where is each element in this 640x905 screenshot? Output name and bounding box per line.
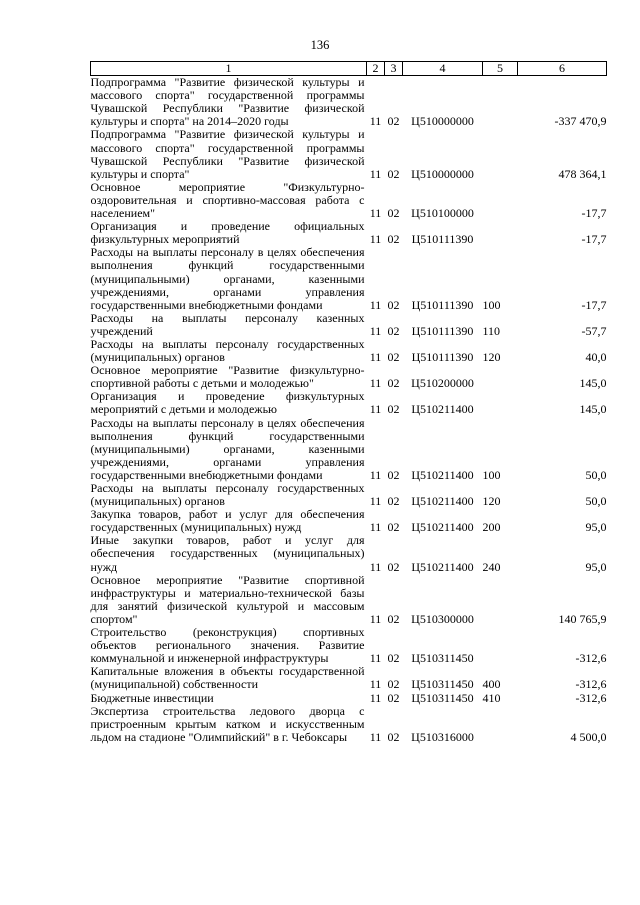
table-row	[91, 534, 607, 573]
row-name: Капитальные вложения в объекты государственной (муниципальной) собственности	[90, 664, 365, 692]
row-name: Закупка товаров, работ и услуг для обеспечения государственных (муниципальных) нужд	[90, 507, 365, 535]
row-section: 11	[369, 677, 382, 692]
row-section: 11	[369, 729, 382, 744]
row-subsection: 02	[387, 559, 400, 574]
row-amount: -57,7	[581, 323, 607, 338]
row-section: 11	[369, 651, 382, 666]
row-expense-type: 110	[482, 323, 501, 338]
row-target-article: Ц510300000	[411, 611, 474, 626]
row-target-article: Ц510111390	[411, 297, 474, 312]
header-cell: 3	[385, 62, 403, 76]
row-target-article: Ц510111390	[411, 350, 474, 365]
header-cell: 1	[91, 62, 367, 76]
table-row	[91, 417, 607, 482]
row-expense-type: 240	[482, 559, 501, 574]
row-subsection: 02	[387, 114, 400, 129]
row-section: 11	[369, 690, 382, 705]
row-target-article: Ц510200000	[411, 376, 474, 391]
row-amount: 50,0	[585, 494, 607, 509]
row-amount: -17,7	[581, 206, 607, 221]
row-target-article: Ц510316000	[411, 729, 474, 744]
row-subsection: 02	[387, 494, 400, 509]
row-subsection: 02	[387, 350, 400, 365]
row-subsection: 02	[387, 297, 400, 312]
table-row	[91, 246, 607, 311]
row-target-article: Ц510000000	[411, 166, 474, 181]
row-subsection: 02	[387, 729, 400, 744]
row-name: Расходы на выплаты персоналу государственных (муниципальных) органов	[90, 481, 365, 509]
row-amount: -17,7	[581, 297, 607, 312]
table-row	[91, 482, 607, 508]
row-target-article: Ц510211400	[411, 467, 474, 482]
row-target-article: Ц510311450	[411, 677, 474, 692]
row-section: 11	[369, 376, 382, 391]
row-expense-type	[483, 574, 518, 626]
table-row	[91, 338, 607, 364]
row-expense-type	[483, 390, 518, 416]
row-section: 11	[369, 402, 382, 417]
row-section: 11	[369, 494, 382, 509]
row-amount: 478 364,1	[558, 166, 607, 181]
row-expense-type: 400	[482, 677, 501, 692]
row-section: 11	[369, 323, 382, 338]
row-name: Расходы на выплаты персоналу в целях обеспечения выполнения функций государственными (муниципальными) органами, казенными учреждениями, органами управления государственными внебюджетными фондами	[90, 245, 365, 312]
row-expense-type	[483, 220, 518, 246]
row-target-article: Ц510211400	[411, 494, 474, 509]
row-target-article: Ц510000000	[411, 114, 474, 129]
row-subsection: 02	[387, 376, 400, 391]
row-expense-type	[483, 364, 518, 390]
row-name: Организация и проведение физкультурных мероприятий с детьми и молодежью	[90, 389, 365, 417]
row-amount: 50,0	[585, 467, 607, 482]
row-expense-type	[483, 705, 518, 744]
row-section: 11	[369, 467, 382, 482]
table-row	[91, 574, 607, 626]
row-amount: 145,0	[579, 402, 607, 417]
table-row	[91, 181, 607, 220]
row-name: Расходы на выплаты персоналу казенных учреждений	[90, 310, 365, 338]
row-section: 11	[369, 559, 382, 574]
table-row	[91, 220, 607, 246]
row-expense-type	[483, 626, 518, 665]
row-name: Основное мероприятие "Развитие физкультурно-спортивной работы с детьми и молодежью"	[90, 363, 365, 391]
row-target-article: Ц510311450	[411, 651, 474, 666]
row-expense-type	[483, 128, 518, 180]
row-subsection: 02	[387, 677, 400, 692]
table-row	[91, 665, 607, 691]
row-amount: 140 765,9	[558, 611, 607, 626]
row-expense-type: 100	[482, 467, 501, 482]
row-name: Основное мероприятие "Развитие спортивной инфраструктуры и материально-технической базы для занятий физической культурой и массовым спортом"	[90, 572, 365, 626]
table-row	[91, 128, 607, 180]
row-amount: -312,6	[575, 651, 607, 666]
row-expense-type: 410	[482, 690, 501, 705]
row-name: Бюджетные инвестиции	[90, 690, 214, 705]
table-row	[91, 508, 607, 534]
row-section: 11	[369, 611, 382, 626]
row-target-article: Ц510111390	[411, 323, 474, 338]
row-target-article: Ц510111390	[411, 232, 474, 247]
row-target-article: Ц510311450	[411, 690, 474, 705]
row-subsection: 02	[387, 402, 400, 417]
row-target-article: Ц510211400	[411, 559, 474, 574]
row-amount: -17,7	[581, 232, 607, 247]
row-expense-type: 120	[482, 494, 501, 509]
row-subsection: 02	[387, 651, 400, 666]
table-row	[91, 76, 607, 129]
row-expense-type	[483, 76, 518, 129]
row-amount: -337 470,9	[554, 114, 607, 129]
row-name: Иные закупки товаров, работ и услуг для обеспечения государственных (муниципальных) нужд	[90, 533, 365, 574]
row-subsection: 02	[387, 166, 400, 181]
row-target-article: Ц510211400	[411, 402, 474, 417]
row-subsection: 02	[387, 232, 400, 247]
header-cell: 5	[483, 62, 518, 76]
row-section: 11	[369, 232, 382, 247]
row-name: Строительство (реконструкция) спортивных объектов регионального значения. Развитие коммунальной и инженерной инфраструктуры	[90, 625, 365, 666]
row-name: Расходы на выплаты персоналу в целях обеспечения выполнения функций государственными (муниципальными) органами, казенными учреждениями, органами управления государственными внебюджетными фондами	[90, 415, 365, 482]
row-section: 11	[369, 350, 382, 365]
row-subsection: 02	[387, 690, 400, 705]
row-subsection: 02	[387, 206, 400, 221]
table-row	[91, 390, 607, 416]
row-expense-type: 200	[482, 520, 501, 535]
budget-table	[90, 61, 607, 744]
table-header-row	[91, 62, 607, 76]
row-amount: 40,0	[585, 350, 607, 365]
row-amount: 4 500,0	[570, 729, 607, 744]
row-target-article: Ц510100000	[411, 206, 474, 221]
table-row	[91, 626, 607, 665]
row-name: Расходы на выплаты персоналу государственных (муниципальных) органов	[90, 336, 365, 365]
row-subsection: 02	[387, 323, 400, 338]
row-amount: 95,0	[585, 559, 607, 574]
row-amount: -312,6	[575, 690, 607, 705]
row-amount: -312,6	[575, 677, 607, 692]
table-row	[91, 692, 607, 705]
row-section: 11	[369, 166, 382, 181]
row-subsection: 02	[387, 520, 400, 535]
row-name: Основное мероприятие "Физкультурно-оздоровительная и спортивно-массовая работа с населением"	[90, 179, 365, 221]
row-amount: 145,0	[579, 376, 607, 391]
row-section: 11	[369, 114, 382, 129]
row-expense-type: 120	[482, 350, 501, 365]
header-cell: 6	[518, 62, 607, 76]
row-section: 11	[369, 297, 382, 312]
row-subsection: 02	[387, 467, 400, 482]
row-expense-type	[483, 181, 518, 220]
row-subsection: 02	[387, 611, 400, 626]
table-row	[91, 312, 607, 338]
row-name: Экспертиза строительства ледового дворца с пристроенным крытым катком и искусственным льдом на стадионе "Олимпийский" в г. Чебоксары	[90, 703, 365, 744]
header-cell: 4	[403, 62, 483, 76]
row-expense-type: 100	[482, 297, 501, 312]
table-row	[91, 705, 607, 744]
page-number: 136	[310, 38, 330, 52]
header-cell: 2	[367, 62, 385, 76]
row-section: 11	[369, 520, 382, 535]
row-target-article: Ц510211400	[411, 520, 474, 535]
table-row	[91, 364, 607, 390]
row-section: 11	[369, 206, 382, 221]
row-name: Подпрограмма "Развитие физической культуры и массового спорта" государственной программы Чувашской Республики "Развитие физической культуры и спорта" на 2014–2020 годы	[90, 75, 365, 129]
row-name: Подпрограмма "Развитие физической культуры и массового спорта" государственной программы Чувашской Республики "Развитие физической культуры и спорта"	[90, 127, 365, 181]
row-name: Организация и проведение официальных физкультурных мероприятий	[90, 219, 365, 247]
row-amount: 95,0	[585, 520, 607, 535]
